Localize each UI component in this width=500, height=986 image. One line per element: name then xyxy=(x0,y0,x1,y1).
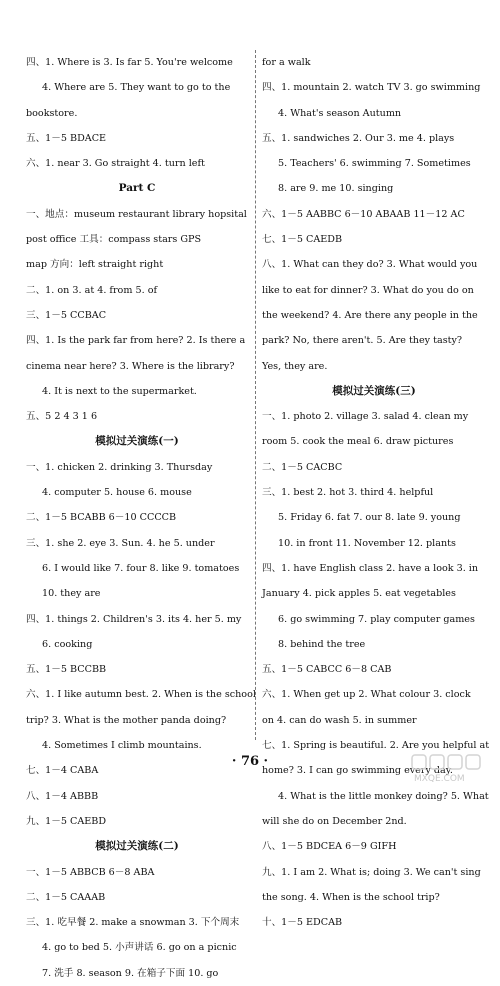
answer-line: 四、1. have English class 2. have a look 3. in xyxy=(262,562,479,574)
page-number: · 76 · xyxy=(231,754,269,769)
answer-line: 五、5 2 4 3 1 6 xyxy=(26,411,98,423)
answer-line: will she do on December 2nd. xyxy=(262,815,407,827)
answer-line: 8. are 9. me 10. singing xyxy=(278,183,394,195)
answer-line: 三、1－5 CCBAC xyxy=(26,309,107,321)
answer-line: 六、1. When get up 2. What colour 3. clock xyxy=(262,689,471,701)
answer-line: 5. Teachers' 6. swimming 7. Sometimes xyxy=(278,158,471,170)
answer-line: 4. Where are 5. They want to go to the xyxy=(42,82,231,94)
answer-line: 六、1－5 AABBC 6－10 ABAAB 11－12 AC xyxy=(262,208,465,220)
answer-line: 六、1. I like autumn best. 2. When is the school xyxy=(26,689,256,701)
watermark-text: MXQE.COM xyxy=(414,774,465,784)
answer-line: trip? 3. What is the mother panda doing? xyxy=(26,714,227,726)
answer-line: 4. go to bed 5. 小声讲话 6. go on a picnic xyxy=(42,942,237,954)
answer-line: home? 3. I can go swimming every day. xyxy=(262,765,453,777)
answer-line: 二、1. on 3. at 4. from 5. of xyxy=(26,284,158,296)
answer-line: 五、1－5 CABCC 6－8 CAB xyxy=(262,664,392,676)
answer-line: 5. Friday 6. fat 7. our 8. late 9. young xyxy=(278,512,461,524)
answer-line: room 5. cook the meal 6. draw pictures xyxy=(262,436,454,448)
answer-line: 7. 洗手 8. season 9. 在箱子下面 10. go xyxy=(42,967,219,979)
answer-line: 4. computer 5. house 6. mouse xyxy=(42,487,192,499)
answer-line: 6. go swimming 7. play computer games xyxy=(278,613,475,625)
answer-line: 三、1. best 2. hot 3. third 4. helpful xyxy=(262,487,434,499)
answer-line: 一、1－5 ABBCB 6－8 ABA xyxy=(26,866,155,878)
answer-line: 八、1. What can they do? 3. What would you xyxy=(262,259,478,271)
answer-line: park? No, there aren't. 5. Are they tasty? xyxy=(262,335,463,347)
section-heading: 模拟过关演练(三) xyxy=(332,384,416,397)
answer-line: 4. What is the little monkey doing? 5. What xyxy=(278,790,489,802)
answer-line: 8. behind the tree xyxy=(278,638,366,650)
answer-line: 七、1－4 CABA xyxy=(26,765,99,777)
answer-line: 五、1－5 BDACE xyxy=(26,132,107,144)
answer-line: the weekend? 4. Are there any people in the xyxy=(262,309,478,321)
answer-line: 10. they are xyxy=(42,588,101,600)
answer-line: 一、1. chicken 2. drinking 3. Thursday xyxy=(26,461,213,473)
answer-line: 五、1. sandwiches 2. Our 3. me 4. plays xyxy=(262,132,455,144)
answer-line: on 4. can do wash 5. in summer xyxy=(262,714,417,726)
answer-line: 6. I would like 7. four 8. like 9. tomatoes xyxy=(42,562,240,574)
answer-line: 五、1－5 BCCBB xyxy=(26,664,107,676)
answer-line: for a walk xyxy=(262,57,311,68)
answer-line: 4. What's season Autumn xyxy=(278,107,402,119)
answer-line: 6. cooking xyxy=(42,638,93,650)
answer-line: 二、1－5 CACBC xyxy=(262,461,343,473)
answer-line: 二、1－5 CAAAB xyxy=(26,891,106,903)
answer-line: 四、1. Is the park far from here? 2. Is there a xyxy=(26,335,246,347)
answer-line: bookstore. xyxy=(26,107,78,119)
right-answer-column xyxy=(262,50,490,935)
answer-line: January 4. pick apples 5. eat vegetables xyxy=(262,588,456,600)
answer-line: 4. It is next to the supermarket. xyxy=(42,385,197,397)
answer-line: 10. in front 11. November 12. plants xyxy=(278,537,456,549)
answer-line: 四、1. Where is 3. Is far 5. You're welcome xyxy=(26,57,233,68)
answer-line: map 方向：left straight right xyxy=(26,259,164,271)
answer-line: 七、1－5 CAEDB xyxy=(262,234,343,246)
answer-line: post office 工具：compass stars GPS xyxy=(26,234,202,246)
answer-line: like to eat for dinner? 3. What do you do on xyxy=(262,284,474,296)
answer-line: 九、1. I am 2. What is; doing 3. We can't sing xyxy=(262,866,481,878)
answer-line: 二、1－5 BCABB 6－10 CCCCB xyxy=(26,512,177,524)
answer-line: cinema near here? 3. Where is the library? xyxy=(26,360,235,372)
answer-line: 4. Sometimes I climb mountains. xyxy=(42,740,202,752)
answer-line: 九、1－5 CAEBD xyxy=(26,815,107,827)
answer-line: 十、1－5 EDCAB xyxy=(262,917,343,929)
answer-line: 八、1－4 ABBB xyxy=(26,790,99,802)
answer-line: the song. 4. When is the school trip? xyxy=(262,891,440,903)
answer-line: 四、1. mountain 2. watch TV 3. go swimming xyxy=(262,82,481,94)
section-heading: 模拟过关演练(二) xyxy=(95,840,179,853)
answer-line: 四、1. things 2. Children's 3. its 4. her 5. my xyxy=(26,613,242,625)
answer-line: Yes, they are. xyxy=(262,360,328,372)
answer-line: 三、1. 吃早餐 2. make a snowman 3. 下个周末 xyxy=(26,917,240,929)
answer-line: 一、地点：museum restaurant library hopsital xyxy=(26,208,247,220)
answer-line: 六、1. near 3. Go straight 4. turn left xyxy=(26,158,205,170)
section-heading: Part C xyxy=(118,182,156,195)
column-divider xyxy=(255,50,256,740)
watermark-logo xyxy=(410,753,494,785)
answer-line: 一、1. photo 2. village 3. salad 4. clean my xyxy=(262,411,469,423)
answer-line: 三、1. she 2. eye 3. Sun. 4. he 5. under xyxy=(26,537,215,549)
answer-line: 七、1. Spring is beautiful. 2. Are you helpful at xyxy=(262,740,490,752)
section-heading: 模拟过关演练(一) xyxy=(95,435,179,448)
answer-line: 八、1－5 BDCEA 6－9 GIFH xyxy=(262,841,397,853)
